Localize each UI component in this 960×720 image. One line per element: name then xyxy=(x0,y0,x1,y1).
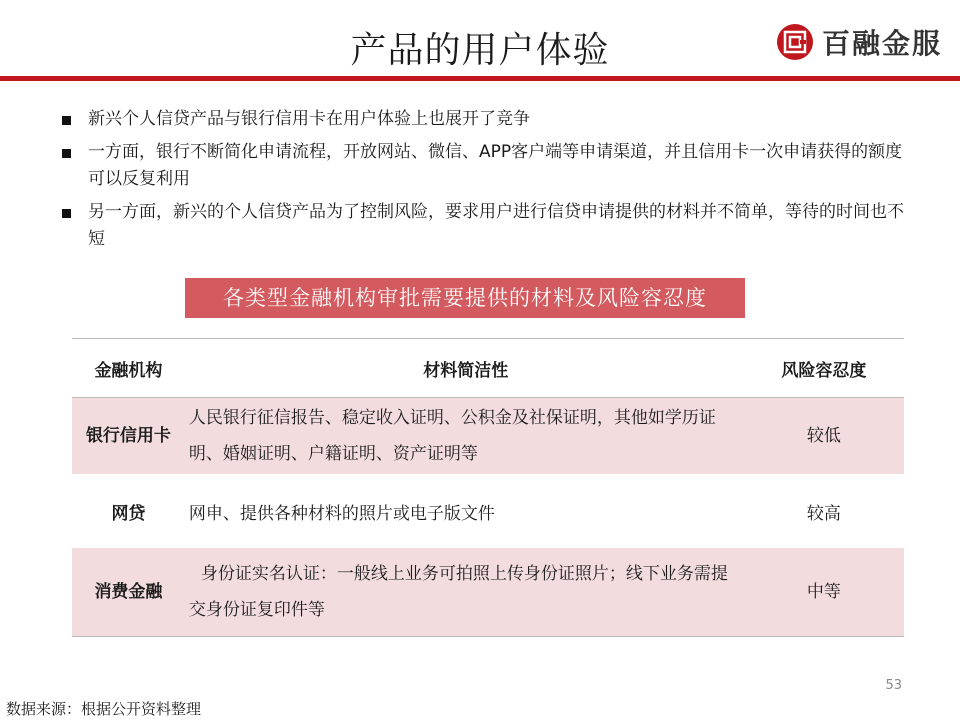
header-institution: 金融机构 xyxy=(72,339,185,398)
cell-institution: 网贷 xyxy=(111,503,146,524)
header-risk: 风险容忍度 xyxy=(744,339,904,398)
table-row xyxy=(72,398,904,475)
table-row xyxy=(72,548,904,637)
risk-table xyxy=(72,338,904,637)
header-rule xyxy=(0,76,960,81)
table-row xyxy=(72,474,904,548)
cell-risk: 中等 xyxy=(744,548,904,637)
page-number: 53 xyxy=(885,678,902,693)
baironglogo-icon xyxy=(776,23,814,61)
cell-risk: 较高 xyxy=(806,503,841,524)
bullet-square-icon xyxy=(62,209,71,218)
cell-materials xyxy=(185,548,744,637)
bullet-list xyxy=(62,106,912,259)
table-header-row xyxy=(72,339,904,398)
bullet-text: 另一方面，新兴的个人信贷产品为了控制风险，要求用户进行信贷申请提供的材料并不简单，等待的时间也不短 xyxy=(88,202,904,249)
cell-institution: 消费金融 xyxy=(72,548,185,637)
cell-materials-text: 身份证实名认证：一般线上业务可拍照上传身份证照片；线下业务需提交身份证复印件等 xyxy=(188,564,728,620)
brand-logo xyxy=(776,20,942,64)
bullet-square-icon xyxy=(62,149,71,158)
bullet-square-icon xyxy=(62,116,71,125)
cell-risk: 较低 xyxy=(744,398,904,475)
cell-materials: 人民银行征信报告、稳定收入证明、公积金及社保证明，其他如学历证明、婚姻证明、户籍证明、资产证明等 xyxy=(185,398,744,475)
bullet-item xyxy=(62,139,912,193)
page-title: 产品的用户体验 xyxy=(350,30,610,71)
cell-materials: 网申、提供各种材料的照片或电子版文件 xyxy=(188,503,495,524)
table-caption-banner: 各类型金融机构审批需要提供的材料及风险容忍度 xyxy=(185,278,745,318)
bullet-item xyxy=(62,199,912,253)
header-materials: 材料简洁性 xyxy=(185,339,744,398)
logo-text: 百融金服 xyxy=(821,27,942,60)
bullet-text: 一方面，银行不断简化申请流程，开放网站、微信、APP客户端等申请渠道，并且信用卡一次申请获得的额度可以反复利用 xyxy=(88,142,903,189)
source-note: 数据来源：根据公开资料整理 xyxy=(6,700,202,718)
bullet-text: 新兴个人信贷产品与银行信用卡在用户体验上也展开了竞争 xyxy=(88,109,530,129)
cell-institution: 银行信用卡 xyxy=(72,398,185,475)
bullet-item xyxy=(62,106,912,133)
